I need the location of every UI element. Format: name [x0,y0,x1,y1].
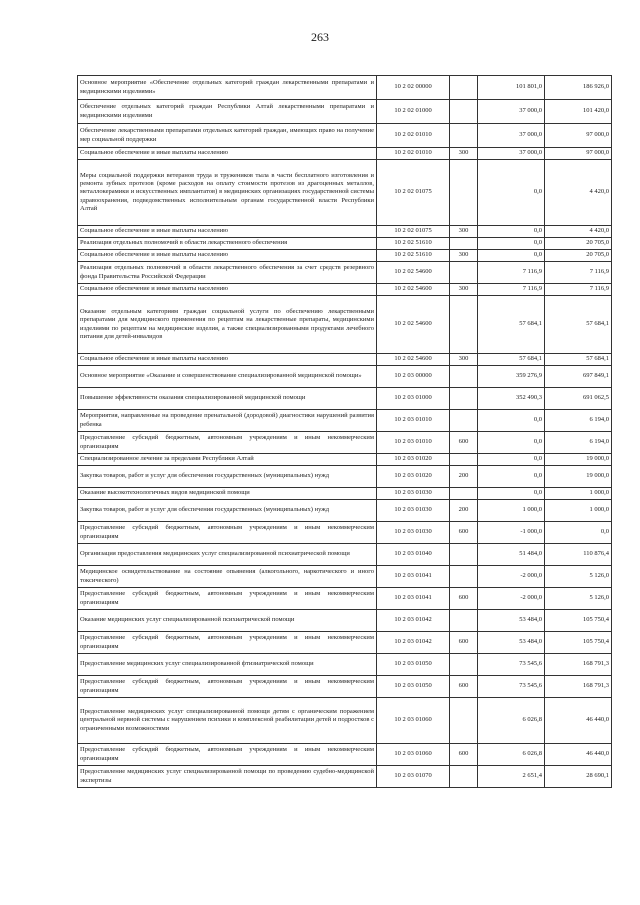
row-amount-2: 168 791,3 [545,676,612,698]
row-target-code: 10 2 03 01041 [377,566,450,588]
table-row [78,250,612,262]
row-amount-2: 20 705,0 [545,250,612,262]
table-row [78,296,612,354]
row-description: Предоставление субсидий бюджетным, автономным учреждениям и иным некоммерческим организациям [78,744,377,766]
row-amount-2: 7 116,9 [545,284,612,296]
table-row [78,500,612,522]
row-amount-2: 46 440,0 [545,698,612,744]
row-expense-type: 200 [450,500,478,522]
table-row [78,522,612,544]
table-row [78,432,612,454]
row-target-code: 10 2 03 01030 [377,488,450,500]
row-description: Социальное обеспечение и иные выплаты населению [78,284,377,296]
row-amount-2: 5 126,0 [545,588,612,610]
row-amount-2: 1 000,0 [545,488,612,500]
row-amount-1: -2 000,0 [478,566,545,588]
table-row [78,698,612,744]
row-amount-1: 7 116,9 [478,284,545,296]
row-amount-1: 0,0 [478,250,545,262]
row-expense-type [450,238,478,250]
row-amount-2: 691 062,5 [545,388,612,410]
row-expense-type [450,698,478,744]
row-expense-type: 300 [450,284,478,296]
table-row [78,588,612,610]
row-amount-2: 7 116,9 [545,262,612,284]
row-target-code: 10 2 03 01040 [377,544,450,566]
table-row [78,148,612,160]
row-amount-1: 359 276,9 [478,366,545,388]
row-description: Реализация отдельных полномочий в области лекарственного обеспечения за счет средств резервного фонда Правительства Российской Федерации [78,262,377,284]
row-expense-type [450,766,478,788]
row-target-code: 10 2 03 01050 [377,676,450,698]
row-amount-1: 7 116,9 [478,262,545,284]
row-expense-type [450,544,478,566]
row-amount-2: 4 420,0 [545,160,612,226]
row-expense-type: 600 [450,632,478,654]
row-amount-2: 97 000,0 [545,124,612,148]
row-target-code: 10 2 02 01075 [377,226,450,238]
row-amount-2: 6 194,0 [545,410,612,432]
row-amount-2: 19 000,0 [545,454,612,466]
row-amount-1: 0,0 [478,454,545,466]
row-expense-type [450,262,478,284]
row-amount-1: 352 490,3 [478,388,545,410]
row-description: Обеспечение лекарственными препаратами отдельных категорий граждан, имеющих право на получение мер социальной поддержки [78,124,377,148]
row-target-code: 10 2 03 01020 [377,454,450,466]
row-description: Предоставление субсидий бюджетным, автономным учреждениям и иным некоммерческим организациям [78,588,377,610]
row-amount-2: 20 705,0 [545,238,612,250]
table-row [78,466,612,488]
row-description: Реализация отдельных полномочий в области лекарственного обеспечения [78,238,377,250]
row-description: Социальное обеспечение и иные выплаты населению [78,354,377,366]
row-amount-2: 110 876,4 [545,544,612,566]
row-expense-type: 300 [450,226,478,238]
row-expense-type [450,296,478,354]
row-amount-1: 57 684,1 [478,296,545,354]
row-target-code: 10 2 02 01010 [377,148,450,160]
row-description: Социальное обеспечение и иные выплаты населению [78,226,377,238]
row-target-code: 10 2 03 01000 [377,388,450,410]
table-row [78,632,612,654]
row-amount-2: 105 750,4 [545,632,612,654]
row-description: Закупка товаров, работ и услуг для обеспечения государственных (муниципальных) нужд [78,466,377,488]
row-amount-1: 101 801,0 [478,76,545,100]
row-description: Социальное обеспечение и иные выплаты населению [78,148,377,160]
row-description: Меры социальной поддержки ветеранов труда и тружеников тыла в части бесплатного изготовления и ремонта зубных протезов (кроме расходов на оплату стоимости протезов из драгоценных металлов, металлокерамики и искусственных имплантатов) в медицинских организациях государственной системы здравоохранения, подведомственных исполнительным органам государственной власти Республики Алтай [78,160,377,226]
row-target-code: 10 2 02 54600 [377,354,450,366]
row-expense-type: 300 [450,354,478,366]
row-amount-1: 0,0 [478,160,545,226]
row-description: Предоставление субсидий бюджетным, автономным учреждениям и иным некоммерческим организациям [78,676,377,698]
row-amount-1: 53 484,0 [478,610,545,632]
row-amount-2: 168 791,3 [545,654,612,676]
row-target-code: 10 2 02 54600 [377,296,450,354]
table-row [78,100,612,124]
table-row [78,388,612,410]
row-amount-1: 6 026,8 [478,698,545,744]
table-row [78,284,612,296]
row-amount-1: 37 000,0 [478,148,545,160]
row-target-code: 10 2 03 01042 [377,610,450,632]
row-description: Основное мероприятие «Оказание и совершенствование специализированной медицинской помощи» [78,366,377,388]
row-amount-1: 73 545,6 [478,676,545,698]
table-row [78,410,612,432]
row-expense-type [450,454,478,466]
table-row [78,76,612,100]
row-amount-2: 46 440,0 [545,744,612,766]
row-amount-1: 51 484,0 [478,544,545,566]
row-amount-2: 57 684,1 [545,296,612,354]
row-amount-2: 105 750,4 [545,610,612,632]
row-description: Основное мероприятие «Обеспечение отдельных категорий граждан лекарственными препаратами и медицинскими изделиями» [78,76,377,100]
row-description: Закупка товаров, работ и услуг для обеспечения государственных (муниципальных) нужд [78,500,377,522]
row-amount-1: 0,0 [478,238,545,250]
row-description: Обеспечение отдельных категорий граждан Республики Алтай лекарственными препаратами и медицинскими изделиями [78,100,377,124]
row-description: Предоставление субсидий бюджетным, автономным учреждениям и иным некоммерческим организациям [78,632,377,654]
row-amount-2: 4 420,0 [545,226,612,238]
row-description: Повышение эффективности оказания специализированной медицинской помощи [78,388,377,410]
table-row [78,226,612,238]
row-amount-2: 28 690,1 [545,766,612,788]
page-number: 263 [311,30,329,44]
row-target-code: 10 2 03 01010 [377,410,450,432]
row-description: Социальное обеспечение и иные выплаты населению [78,250,377,262]
row-target-code: 10 2 02 51610 [377,238,450,250]
row-target-code: 10 2 02 51610 [377,250,450,262]
row-target-code: 10 2 03 01060 [377,698,450,744]
row-description: Предоставление субсидий бюджетным, автономным учреждениям и иным некоммерческим организациям [78,522,377,544]
row-expense-type [450,610,478,632]
table-row [78,610,612,632]
row-target-code: 10 2 03 01030 [377,500,450,522]
row-amount-1: 0,0 [478,410,545,432]
row-expense-type: 600 [450,676,478,698]
row-amount-1: 6 026,8 [478,744,545,766]
row-expense-type: 600 [450,744,478,766]
row-amount-2: 0,0 [545,522,612,544]
row-amount-1: 37 000,0 [478,100,545,124]
row-expense-type: 600 [450,522,478,544]
row-expense-type [450,566,478,588]
row-target-code: 10 2 02 00000 [377,76,450,100]
row-expense-type [450,100,478,124]
table-row [78,238,612,250]
table-row [78,744,612,766]
row-target-code: 10 2 02 01000 [377,100,450,124]
row-amount-2: 697 849,1 [545,366,612,388]
budget-table-body [78,76,612,788]
row-description: Предоставление медицинских услуг специализированной фтизиатрической помощи [78,654,377,676]
table-row [78,454,612,466]
row-amount-2: 101 420,0 [545,100,612,124]
row-expense-type [450,410,478,432]
row-description: Предоставление субсидий бюджетным, автономным учреждениям и иным некоммерческим организациям [78,432,377,454]
row-amount-2: 5 126,0 [545,566,612,588]
row-amount-1: 0,0 [478,488,545,500]
row-amount-1: -2 000,0 [478,588,545,610]
row-amount-2: 186 926,0 [545,76,612,100]
row-target-code: 10 2 03 01060 [377,744,450,766]
row-description: Предоставление медицинских услуг специализированной помощи по проведению судебно-медицинской экспертизы [78,766,377,788]
table-row [78,262,612,284]
row-amount-1: 0,0 [478,226,545,238]
row-amount-1: 57 684,1 [478,354,545,366]
row-amount-1: 0,0 [478,432,545,454]
row-expense-type [450,160,478,226]
row-description: Оказание высокотехнологичных видов медицинской помощи [78,488,377,500]
row-target-code: 10 2 02 01075 [377,160,450,226]
row-target-code: 10 2 03 00000 [377,366,450,388]
row-description: Предоставление медицинских услуг специализированной помощи детям с органическим поражением центральной нервной системы с нарушением психики и комплексной реабилитации детей и подростков с ограниченными возможностями [78,698,377,744]
row-amount-2: 97 000,0 [545,148,612,160]
row-description: Оказание медицинских услуг специализированной психиатрической помощи [78,610,377,632]
row-target-code: 10 2 03 01020 [377,466,450,488]
table-row [78,544,612,566]
budget-table [77,75,612,788]
row-target-code: 10 2 03 01030 [377,522,450,544]
row-amount-1: 0,0 [478,466,545,488]
row-expense-type: 200 [450,466,478,488]
row-expense-type: 600 [450,432,478,454]
row-amount-1: 1 000,0 [478,500,545,522]
row-description: Мероприятия, направленные на проведение пренатальной (дородовой) диагностики нарушений развития ребенка [78,410,377,432]
table-row [78,488,612,500]
row-expense-type: 600 [450,588,478,610]
row-target-code: 10 2 02 01010 [377,124,450,148]
row-expense-type [450,654,478,676]
row-target-code: 10 2 02 54600 [377,284,450,296]
row-amount-2: 6 194,0 [545,432,612,454]
row-target-code: 10 2 02 54600 [377,262,450,284]
row-description: Организация предоставления медицинских услуг специализированной психиатрической помощи [78,544,377,566]
table-row [78,676,612,698]
row-expense-type [450,366,478,388]
table-row [78,124,612,148]
row-target-code: 10 2 03 01050 [377,654,450,676]
row-amount-1: 53 484,0 [478,632,545,654]
row-amount-2: 19 000,0 [545,466,612,488]
row-amount-1: 37 000,0 [478,124,545,148]
row-target-code: 10 2 03 01041 [377,588,450,610]
table-row [78,566,612,588]
table-row [78,160,612,226]
row-target-code: 10 2 03 01042 [377,632,450,654]
row-expense-type [450,124,478,148]
row-expense-type [450,76,478,100]
row-expense-type [450,488,478,500]
row-amount-2: 57 684,1 [545,354,612,366]
table-row [78,354,612,366]
row-description: Оказание отдельным категориям граждан социальной услуги по обеспечению лекарственными препаратами для медицинского применения по рецептам на лекарственные препараты, медицинскими изделиями по рецептам на медицинские изделия, а также специализированными продуктами лечебного питания для детей-инвалидов [78,296,377,354]
row-expense-type: 300 [450,250,478,262]
row-expense-type [450,388,478,410]
table-row [78,366,612,388]
row-amount-1: -1 000,0 [478,522,545,544]
row-amount-1: 73 545,6 [478,654,545,676]
row-amount-2: 1 000,0 [545,500,612,522]
row-target-code: 10 2 03 01070 [377,766,450,788]
row-expense-type: 300 [450,148,478,160]
row-description: Медицинское освидетельствование на состояние опьянения (алкогольного, наркотического и иного токсического) [78,566,377,588]
row-target-code: 10 2 03 01010 [377,432,450,454]
table-row [78,766,612,788]
row-amount-1: 2 651,4 [478,766,545,788]
table-row [78,654,612,676]
row-description: Специализированное лечение за пределами Республики Алтай [78,454,377,466]
